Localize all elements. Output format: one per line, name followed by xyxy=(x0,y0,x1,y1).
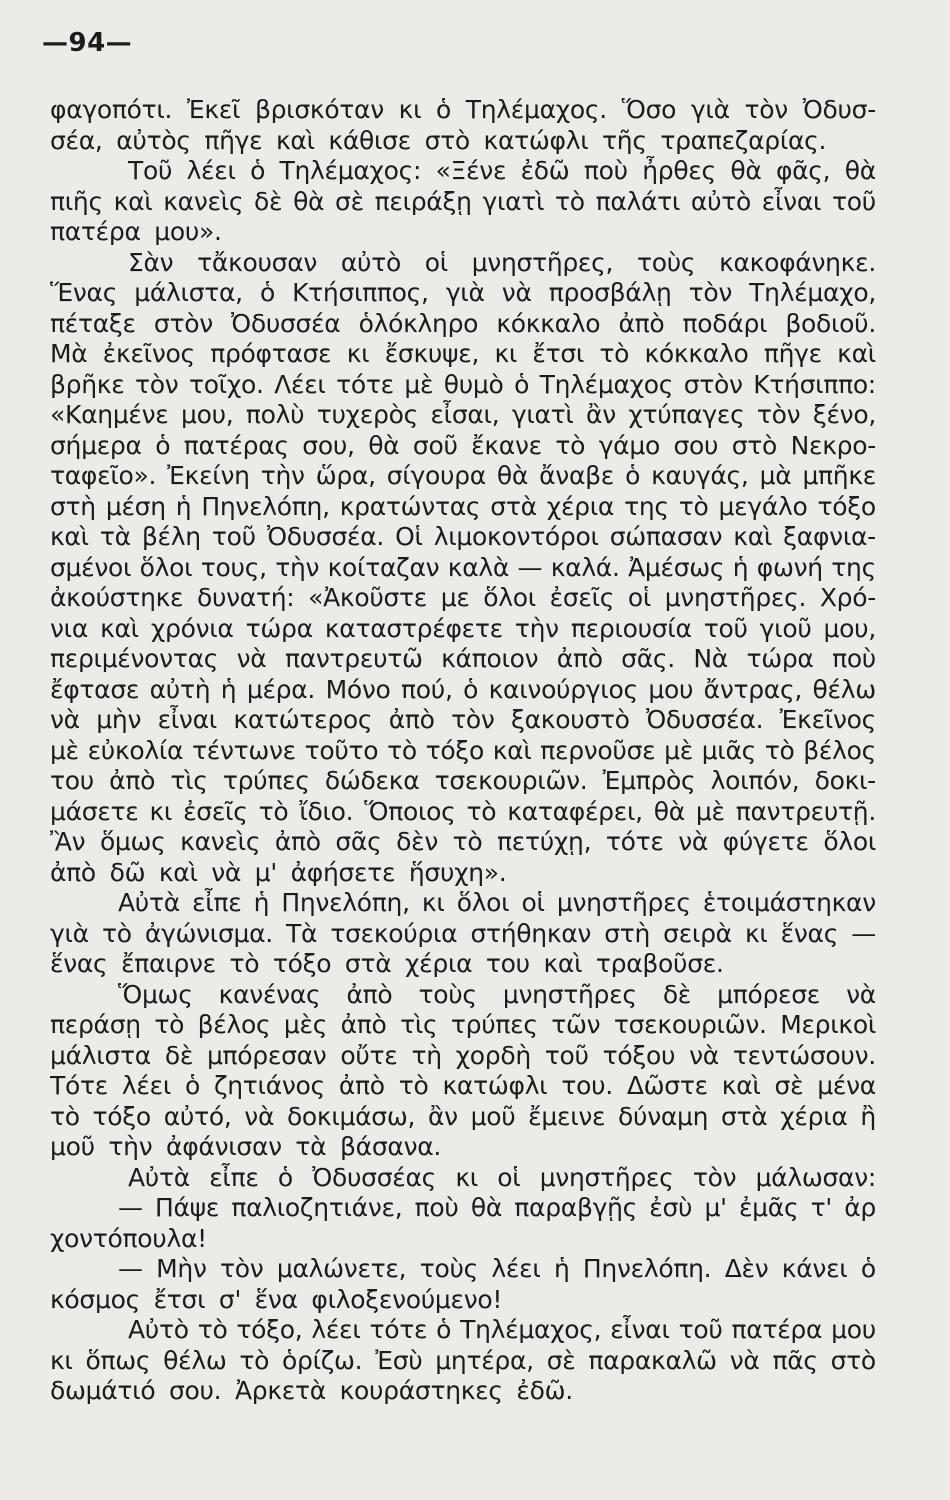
text-line: στὴ μέση ἡ Πηνελόπη, κρατώντας στὰ χέρια της τὸ μεγάλο τόξο xyxy=(50,491,876,521)
text-line: Ἂν ὅμως κανεὶς ἀπὸ σᾶς δὲν τὸ πετύχῃ, τότε νὰ φύγετε ὅλοι xyxy=(50,827,876,856)
text-line: ταφεῖο». Ἐκείνη τὴν ὥρα, σίγουρα θὰ ἄναβε ὁ καυγάς, μὰ μπῆκε xyxy=(50,461,876,490)
text-line: τὸ τόξο αὐτό, νὰ δοκιμάσω, ἂν μοῦ ἔμεινε δύναμη στὰ χέρια ἢ xyxy=(50,1101,876,1131)
page-text xyxy=(50,95,876,1407)
text-line: — Πάψε παλιοζητιάνε, ποὺ θὰ παραβγῇς ἐσὺ μ' ἐμᾶς τ' ἀρ xyxy=(118,1193,876,1222)
text-line: ἀπὸ δῶ καὶ νὰ μ' ἀφήσετε ἥσυχη». xyxy=(50,857,507,887)
text-line: μάλιστα δὲ μπόρεσαν οὔτε τὴ χορδὴ τοῦ τόξου νὰ τεντώσουν. xyxy=(50,1040,876,1070)
text-line: Αὐτὰ εἶπε ἡ Πηνελόπη, κι ὅλοι οἱ μνηστῆρες ἑτοιμάστηκαν xyxy=(118,888,876,917)
text-line: Ὅμως κανένας ἀπὸ τοὺς μνηστῆρες δὲ μπόρεσε νὰ xyxy=(118,979,876,1009)
text-line: Μὰ ἐκεῖνος πρόφτασε κι ἔσκυψε, κι ἔτσι τὸ κόκκαλο πῆγε καὶ xyxy=(50,339,876,368)
text-line: μοῦ τὴν ἀφάνισαν τὰ βάσανα. xyxy=(50,1132,442,1161)
text-line: πιῆς καὶ κανεὶς δὲ θὰ σὲ πειράξῃ γιατὶ τὸ παλάτι αὐτὸ εἶναι τοῦ xyxy=(50,186,876,216)
text-line: κόσμος ἔτσι σ' ἕνα φιλοξενούμενο! xyxy=(50,1284,503,1314)
text-line: σμένοι ὅλοι τους, τὴν κοίταζαν καλὰ — καλά. Ἀμέσως ἡ φωνή της xyxy=(50,552,876,582)
text-line: γιὰ τὸ ἀγώνισμα. Τὰ τσεκούρια στήθηκαν στὴ σειρὰ κι ἕνας — xyxy=(50,918,876,948)
text-line: πέταξε στὸν Ὀδυσσέα ὁλόκληρο κόκκαλο ἀπὸ ποδάρι βοδιοῦ. xyxy=(50,308,876,338)
text-line: — Μὴν τὸν μαλώνετε, τοὺς λέει ἡ Πηνελόπη. Δὲν κάνει ὁ xyxy=(118,1254,876,1283)
text-line: μάσετε κι ἐσεῖς τὸ ἴδιο. Ὅποιος τὸ καταφέρει, θὰ μὲ παντρευτῇ. xyxy=(50,796,876,826)
text-line: του ἀπὸ τὶς τρύπες δώδεκα τσεκουριῶν. Ἐμπρὸς λοιπόν, δοκι- xyxy=(50,766,876,795)
text-line: «Καημένε μου, πολὺ τυχερὸς εἶσαι, γιατὶ ἂν χτύπαγες τὸν ξένο, xyxy=(50,400,876,429)
text-line: Τότε λέει ὁ ζητιάνος ἀπὸ τὸ κατώφλι του. Δῶστε καὶ σὲ μένα xyxy=(50,1071,876,1100)
text-line: φαγοπότι. Ἐκεῖ βρισκόταν κι ὁ Τηλέμαχος. Ὅσο γιὰ τὸν Ὀδυσ- xyxy=(50,95,876,124)
text-line: σήμερα ὁ πατέρας σου, θὰ σοῦ ἔκανε τὸ γάμο σου στὸ Νεκρο- xyxy=(50,430,876,460)
text-line: περιμένοντας νὰ παντρευτῶ κάποιον ἀπὸ σᾶς. Νὰ τώρα ποὺ xyxy=(50,644,876,673)
text-line: ἀκούστηκε δυνατή: «Ἀκοῦστε με ὅλοι ἐσεῖς οἱ μνηστῆρες. Χρό- xyxy=(50,583,876,612)
text-line: νὰ μὴν εἶναι κατώτερος ἀπὸ τὸν ξακουστὸ Ὀδυσσέα. Ἐκεῖνος xyxy=(50,705,876,734)
text-line: περάσῃ τὸ βέλος μὲς ἀπὸ τὶς τρύπες τῶν τσεκουριῶν. Μερικοὶ xyxy=(50,1010,876,1039)
text-line: μὲ εὐκολία τέντωνε τοῦτο τὸ τόξο καὶ περνοῦσε μὲ μιᾶς τὸ βέλος xyxy=(50,735,876,765)
text-line: Σὰν τἄκουσαν αὐτὸ οἱ μνηστῆρες, τοὺς κακοφάνηκε. xyxy=(128,247,876,277)
text-line: σέα, αὐτὸς πῆγε καὶ κάθισε στὸ κατώφλι τῆς τραπεζαρίας. xyxy=(50,125,827,155)
text-line: χοντόπουλα! xyxy=(50,1223,207,1253)
text-line: κι ὅπως θέλω τὸ ὁρίζω. Ἐσὺ μητέρα, σὲ παρακαλῶ νὰ πᾶς στὸ xyxy=(50,1345,876,1375)
text-line: Ἕνας μάλιστα, ὁ Κτήσιππος, γιὰ νὰ προσβάλῃ τὸν Τηλέμαχο, xyxy=(50,278,876,307)
text-line: Τοῦ λέει ὁ Τηλέμαχος: «Ξένε ἐδῶ ποὺ ἦρθες θὰ φᾶς, θὰ xyxy=(128,156,876,185)
text-line: Αὐτὸ τὸ τόξο, λέει τότε ὁ Τηλέμαχος, εἶναι τοῦ πατέρα μου xyxy=(128,1315,876,1344)
text-line: δωμάτιό σου. Ἀρκετὰ κουράστηκες ἐδῶ. xyxy=(50,1376,573,1405)
text-line: ἕνας ἔπαιρνε τὸ τόξο στὰ χέρια του καὶ τραβοῦσε. xyxy=(50,949,724,978)
text-line: καὶ τὰ βέλη τοῦ Ὀδυσσέα. Οἱ λιμοκοντόροι σώπασαν καὶ ξαφνια- xyxy=(50,522,876,551)
text-line: ἔφτασε αὐτὴ ἡ μέρα. Μόνο πού, ὁ καινούργιος μου ἄντρας, θέλω xyxy=(50,674,876,704)
text-line: βρῆκε τὸν τοῖχο. Λέει τότε μὲ θυμὸ ὁ Τηλέμαχος στὸν Κτήσιππο: xyxy=(50,369,876,399)
text-line: πατέρα μου». xyxy=(50,217,222,246)
page-number: —94— xyxy=(42,28,133,58)
text-line: Αὐτὰ εἶπε ὁ Ὀδυσσέας κι οἱ μνηστῆρες τὸν μάλωσαν: xyxy=(128,1162,876,1192)
text-line: νια καὶ χρόνια τώρα καταστρέφετε τὴν περιουσία τοῦ γιοῦ μου, xyxy=(50,613,876,643)
